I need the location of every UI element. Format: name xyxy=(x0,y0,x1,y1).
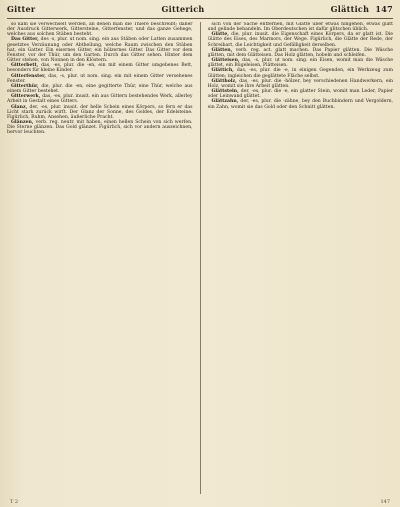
column-divider xyxy=(200,22,201,494)
dictionary-entry xyxy=(208,99,394,109)
entry-headword: Glätten, xyxy=(211,47,236,53)
entry-text: die, plur. die -en, eine gegitterte Thür, eine Thür, welche aus einem Gitter bestehet. xyxy=(7,83,193,95)
entry-text: das, -es, plur. die -en, ein mit einem Gitter umgebenes Bett, besonders für kleine Kinder. xyxy=(7,63,193,74)
entry-text: das, -es, plur. die -e, in einigen Gegenden, ein Werkzeug zum Glätten; ingleichen die geglättete Fläche selbst. xyxy=(207,68,393,79)
page-number: 147 xyxy=(375,4,393,14)
dictionary-entry xyxy=(7,74,193,84)
entry-text: die, plur. inusit. die Eigenschaft eines Körpers, da er glatt ist. Die Glätte des Eises, des Marmors, der Wege. Figürlich, die Glätte der Rede, der Schreibart, die Leichtigkeit und Gefälligkeit derselben. xyxy=(207,32,393,48)
footer-page-number: 147 xyxy=(380,499,390,505)
entry-text: das, -s, plur. ut nom. sing. ein Eisen, womit man die Wäsche glättet, ein Bügeleisen, Plätteisen. xyxy=(207,58,393,69)
dictionary-entry xyxy=(208,22,394,32)
entry-headword: Glanz, xyxy=(11,104,30,110)
entry-text: das, -es, plur. inusit. ein aus Gittern bestehendes Werk, allerley Arbeit in Gestalt eines Gitters. xyxy=(7,94,193,105)
entry-headword: Gitterthür, xyxy=(11,83,42,89)
dictionary-entry xyxy=(7,22,193,37)
entry-text: der, -es, plur. die -e, ein glatter Stein, womit man Leder, Papier oder Leinwand glättet. xyxy=(207,89,393,100)
entry-headword: Das Gitter, xyxy=(11,37,41,43)
page-header xyxy=(7,4,393,19)
dictionary-entry xyxy=(208,68,394,78)
dictionary-entry xyxy=(208,79,394,89)
dictionary-entry xyxy=(7,37,193,63)
entry-text: verb. reg. act. glatt machen. Das Papier glätten. Die Wäsche glätten, mit dem Glätteisen. Das Holz glätten, hobeln und schleifen. xyxy=(207,47,393,58)
dictionary-entry xyxy=(7,94,193,104)
dictionary-entry xyxy=(208,48,394,58)
dictionary-entry xyxy=(208,58,394,68)
left-column xyxy=(7,22,193,494)
dictionary-entry xyxy=(7,105,193,120)
dictionary-entry xyxy=(7,120,193,135)
right-column xyxy=(208,22,394,494)
dictionary-entry xyxy=(7,63,193,73)
dictionary-entry xyxy=(208,89,394,99)
text-columns xyxy=(7,22,393,494)
entry-headword: Glätte, xyxy=(211,32,232,38)
page-footer xyxy=(0,499,400,505)
entry-text: verb. reg. neutr. mit haben, einen hellen Schein von sich werfen. Die Sterne glänzen. Das Gold glänzet. Figürlich, sich vor andern auszeichnen, hervor leuchten. xyxy=(7,119,193,136)
entry-text: sich von der Sache entfernen, mit Glätte über etwas hingehen, etwas glatt und gelinde behandeln. Im Oberdeutschen ist dafür glitschen üblich. xyxy=(207,22,393,33)
running-head-right-word: Glättich xyxy=(330,4,370,14)
running-head-left: Gitter xyxy=(7,4,36,14)
signature-mark: T 2 xyxy=(10,499,19,505)
dictionary-entry xyxy=(7,84,193,94)
entry-headword: Glänzen, xyxy=(11,119,36,125)
running-head-right xyxy=(331,4,393,14)
entry-headword: Gitterbett, xyxy=(11,63,42,69)
entry-headword: Glättstein, xyxy=(211,89,241,95)
entry-headword: Glättzahn, xyxy=(211,99,241,105)
entry-text: der, -es, plur. inusit. der helle Schein eines Körpers, so fern er das Licht stark zurück wirft. Der Glanz der Sonne, des Goldes, der Edelsteine. Figürlich, Ruhm, Ansehen, äußerliche Pracht. xyxy=(7,104,193,120)
entry-headword: Glätteisen, xyxy=(211,58,243,64)
entry-headword: Glättholz, xyxy=(211,78,240,84)
entry-text: so kam sie verwechselt werden, an denen man die Thiere beschreibt; daher der Ausdruck Gitterwerk, Gittersteine, Gitterfenster, und das ganze Gehege, welches aus solchen Stäben besteht. xyxy=(7,22,193,38)
entry-text: das, -es, plur. die -hölzer, bey verschiedenen Handwerkern, ein Holz, womit sie ihre Arbeit glätten. xyxy=(207,78,393,89)
entry-text: das, -s, plur. ut nom. sing. ein mit einem Gitter versehenes Fenster. xyxy=(7,73,193,84)
entry-headword: Glättich, xyxy=(211,68,237,74)
entry-text: der, -es, plur. die -zähne, bey den Buchbindern und Vergoldern, ein Zahn, womit sie das Gold oder den Schnitt glätten. xyxy=(207,99,393,110)
running-head-center: Gitterich xyxy=(161,4,205,14)
entry-headword: Gitterfenster, xyxy=(11,73,49,79)
entry-headword: Gitterwerk, xyxy=(11,94,43,100)
entry-text: des -s, plur. ut nom. sing. ein aus Stäben oder Latten zusammen gesetztes Verzäunung oder Abtheilung, welche Raum zwischen den Stäben hat, ein Gatter. Ein eisernes Gitter, ein hölzernes Gitter. Das Gitter vor dem Fenster, vor der Thür, um den Garten. Durch das Gitter sehen. Hinter dem Gitter stehen, von Nonnen in den Klöstern. xyxy=(7,37,193,64)
dictionary-entry xyxy=(208,32,394,47)
